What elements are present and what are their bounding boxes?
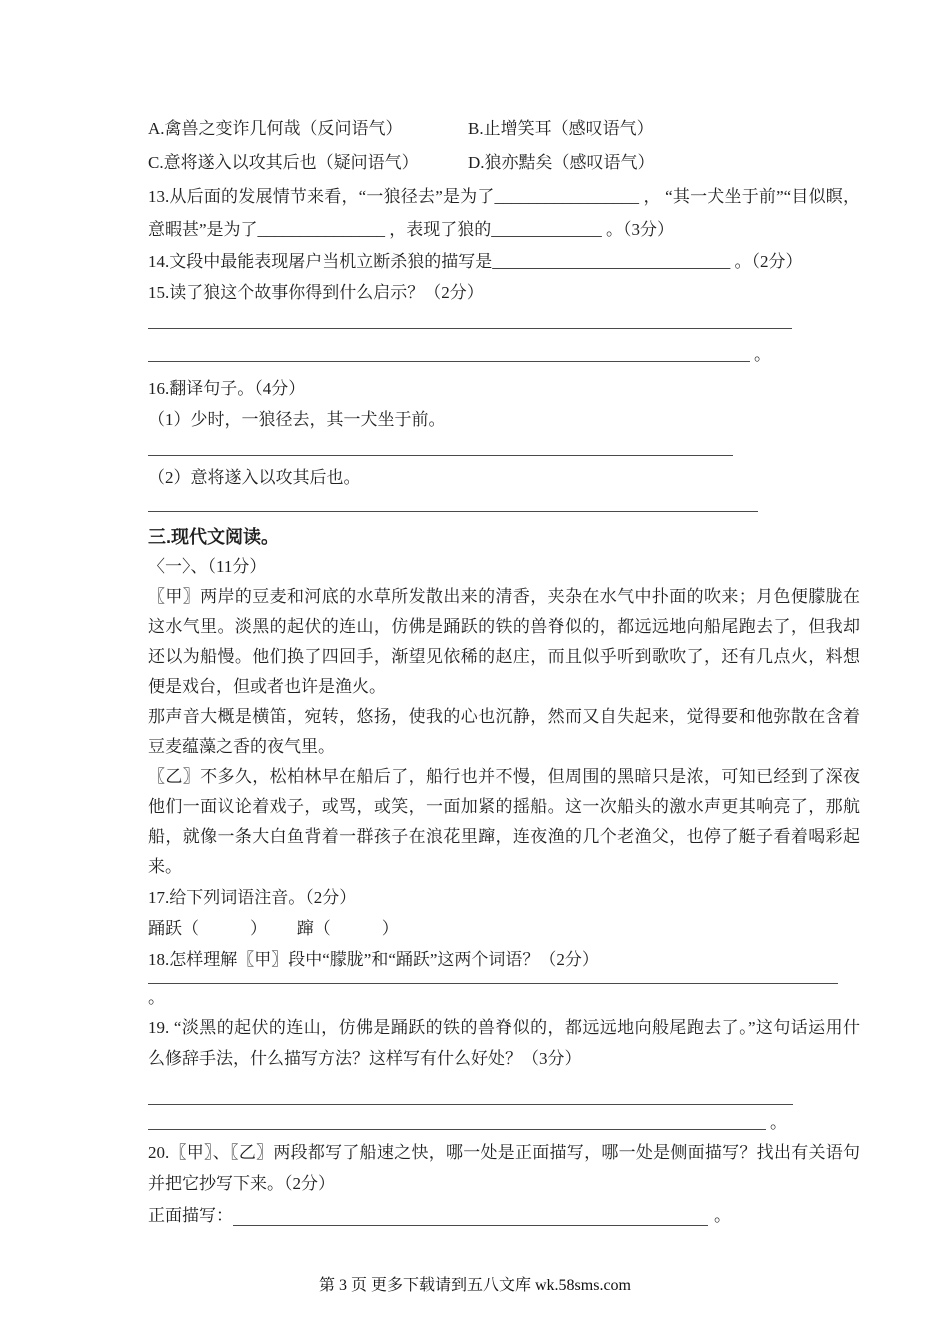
period-mark: 。 [754, 345, 771, 364]
answer-line [233, 1219, 708, 1226]
answer-line-with-period [148, 343, 860, 365]
front-description-label: 正面描写： [148, 1206, 233, 1225]
answer-line [148, 355, 750, 362]
section-3-part-label: 〈一〉、（11分） [148, 557, 267, 576]
question-13: 13.从后面的发展情节来看，“一狼径去”是为了_________________ ， “其一犬坐于前”“目似瞑，意暇甚”是为了_______________ ，表现了狼的_____________ 。（3分） [148, 187, 860, 239]
period-mark: 。 [148, 988, 165, 1007]
option-d: D.狼亦黠矣（感叹语气） [468, 153, 655, 172]
reading-passage-sound: 那声音大概是横笛，宛转，悠扬，使我的心也沉静，然而又自失起来，觉得要和他弥散在含着豆麦蕴藻之香的夜气里。 [148, 707, 860, 756]
question-15: 15.读了狼这个故事你得到什么启示？（2分） [148, 283, 484, 302]
choice-options-row-1 [148, 112, 860, 146]
answer-line-with-period [148, 1111, 860, 1133]
front-description-answer-row [148, 1199, 860, 1230]
answer-line [148, 505, 758, 512]
answer-line [148, 1123, 766, 1130]
question-19: 19. “淡黑的起伏的连山，仿佛是踊跃的铁的兽脊似的，都远远地向般尾跑去了。”这句话运用什么修辞手法，什么描写方法？这样写有什么好处？（3分） [148, 1018, 860, 1068]
period-mark: 。 [714, 1206, 731, 1225]
option-b: B.止增笑耳（感叹语气） [468, 119, 654, 138]
answer-line [148, 322, 792, 329]
question-20: 20.〖甲〗、〖乙〗两段都写了船速之快，哪一处是正面描写，哪一处是侧面描写？找出有关语句并把它抄写下来。（2分） [148, 1143, 860, 1193]
question-18: 18.怎样理解〖甲〗段中“朦胧”和“踊跃”这两个词语？（2分） [148, 950, 599, 969]
question-14: 14.文段中最能表现屠户当机立断杀狼的描写是____________________________ 。（2分） [148, 252, 803, 271]
answer-line [148, 449, 733, 456]
answer-line [148, 977, 838, 984]
exam-content [148, 112, 860, 1230]
option-a: A.禽兽之变诈几何哉（反问语气） [148, 119, 403, 138]
choice-options-row-2 [148, 146, 860, 180]
question-16-part-2: （2）意将遂入以攻其后也。 [148, 468, 361, 487]
question-16-part-1: （1）少时，一狼径去，其一犬坐于前。 [148, 410, 446, 429]
option-c: C.意将遂入以攻其后也（疑问语气） [148, 153, 419, 172]
question-17-words: 踊跃（ ） 蹿（ ） [148, 919, 399, 938]
reading-passage-yi: 〖乙〗不多久，松柏林早在船后了，船行也并不慢，但周围的黑暗只是浓，可知已经到了深夜他们一面议论着戏子，或骂，或笑，一面加紧的摇船。这一次船头的激水声更其响亮了，那航船，就像一条大白鱼背着一群孩子在浪花里蹿，连夜渔的几个老渔父，也停了艇子看着喝彩起来。 [148, 767, 860, 876]
question-16: 16.翻译句子。（4分） [148, 379, 306, 398]
period-mark: 。 [770, 1113, 787, 1132]
page-footer: 第 3 页 更多下载请到五八文库 wk.58sms.com [318, 1277, 631, 1294]
reading-passage-jia: 〖甲〗两岸的豆麦和河底的水草所发散出来的清香，夹杂在水气中扑面的吹来；月色便朦胧在这水气里。淡黑的起伏的连山，仿佛是踊跃的铁的兽脊似的，都远远地向船尾跑去了，但我却还以为船慢。他们换了四回手，渐望见依稀的赵庄，而且似乎听到歌吹了，还有几点火，料想便是戏台，但或者也许是渔火。 [148, 587, 860, 696]
section-3-heading: 三.现代文阅读。 [148, 527, 280, 547]
question-17: 17.给下列词语注音。（2分） [148, 888, 357, 907]
answer-line [148, 1098, 793, 1105]
